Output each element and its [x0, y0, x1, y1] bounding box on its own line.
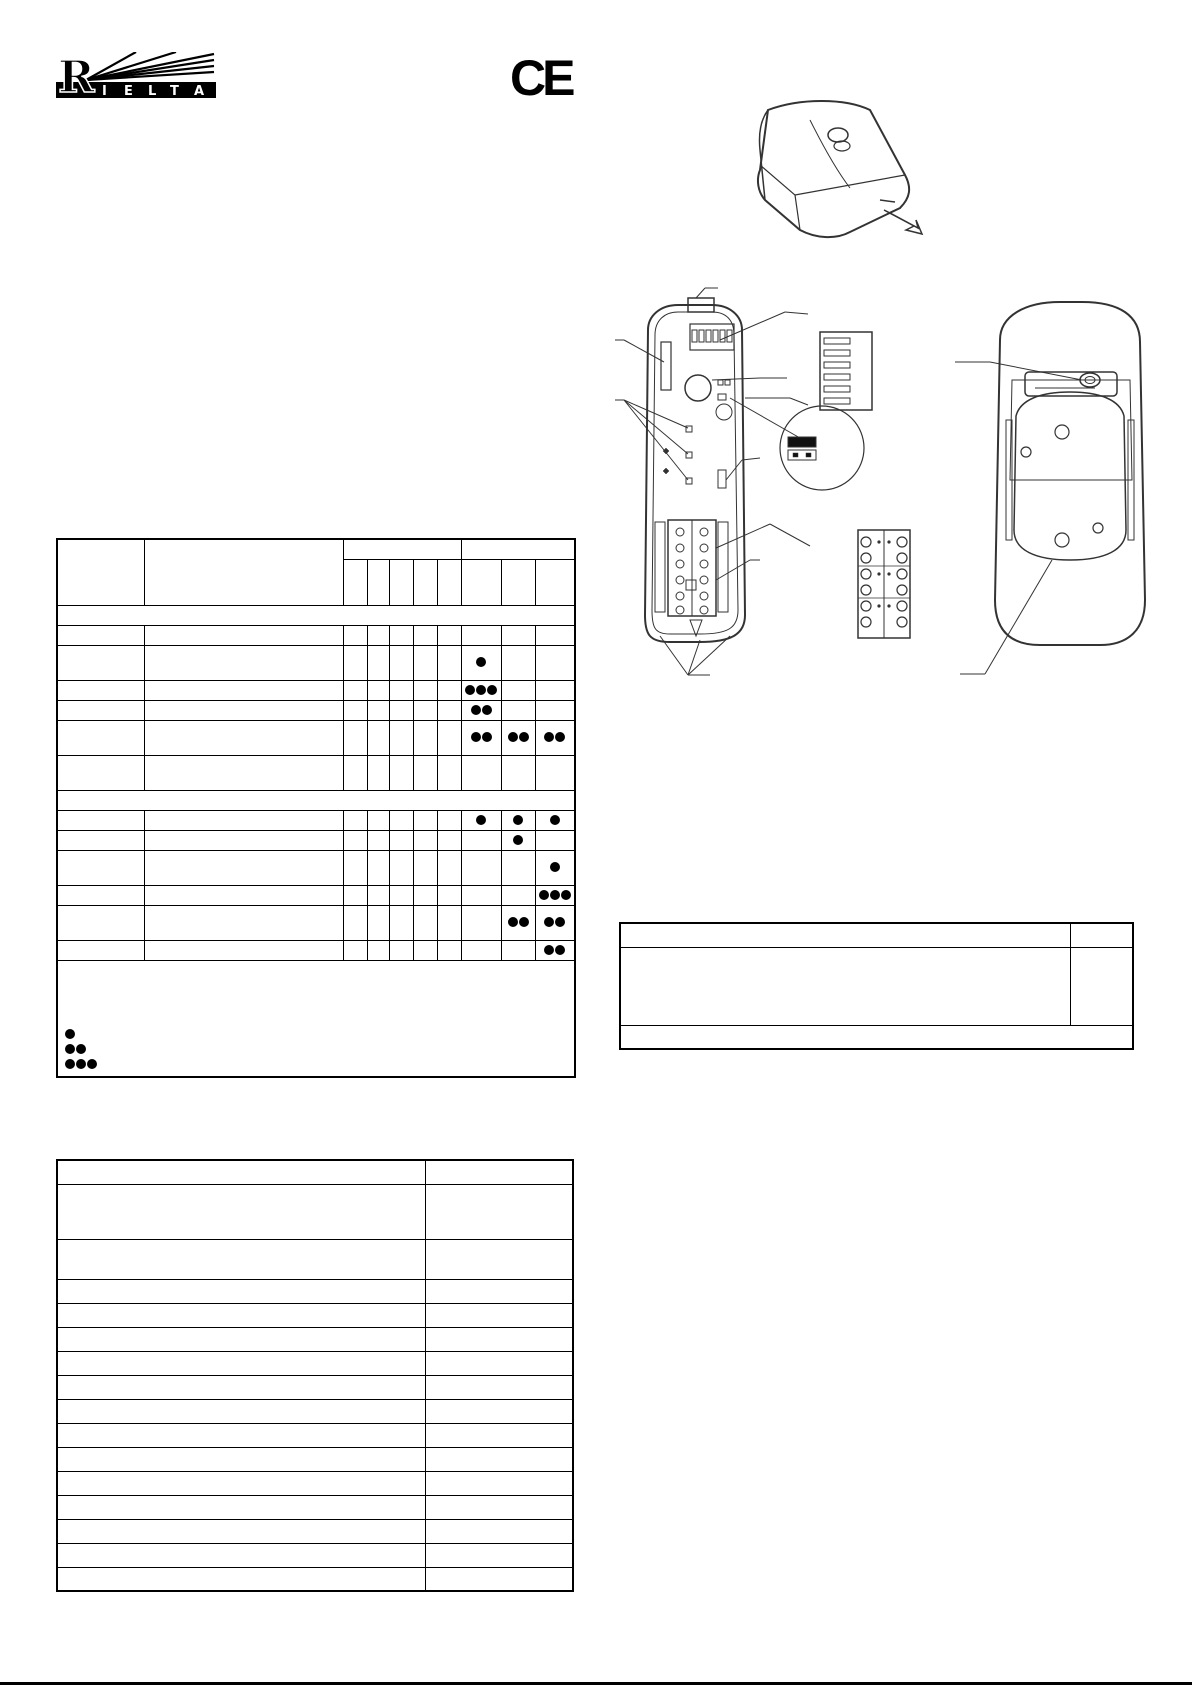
filled-dot-icon: [544, 917, 554, 927]
modes-header-group-b: [461, 539, 575, 559]
svg-text:I: I: [102, 84, 107, 98]
arrow-icon: [884, 210, 922, 234]
specs-row: [57, 1567, 573, 1591]
filled-dot-icon: [76, 1059, 86, 1069]
filled-dot-icon: [487, 685, 497, 695]
legend-entry: [58, 1042, 574, 1057]
specs-row: [57, 1279, 573, 1303]
specs-row: [57, 1239, 573, 1279]
side-table-row: [620, 923, 1133, 947]
specs-row: [57, 1519, 573, 1543]
specs-row: [57, 1471, 573, 1495]
modes-table: [56, 538, 576, 1078]
filled-dot-icon: [476, 685, 486, 695]
filled-dot-icon: [550, 815, 560, 825]
filled-dot-icon: [465, 685, 475, 695]
filled-dot-icon: [508, 732, 518, 742]
modes-section-row: [57, 790, 575, 810]
legend-entry: [58, 1057, 574, 1072]
filled-dot-icon: [65, 1029, 75, 1039]
side-table-row: [620, 947, 1133, 1025]
closed-device-illustration: [758, 101, 922, 237]
filled-dot-icon: [471, 705, 481, 715]
modes-row: [57, 755, 575, 790]
specs-row: [57, 1160, 573, 1184]
filled-dot-icon: [482, 705, 492, 715]
specs-row: [57, 1327, 573, 1351]
ce-mark: CE: [510, 50, 572, 106]
rielta-logo: [56, 52, 216, 98]
rielta-logo-graphic: [56, 52, 216, 98]
svg-text:A: A: [194, 84, 205, 98]
modes-row: [57, 625, 575, 645]
filled-dot-icon: [561, 890, 571, 900]
filled-dot-icon: [555, 945, 565, 955]
logo-letter-r: R: [58, 52, 95, 98]
modes-row: [57, 850, 575, 885]
filled-dot-icon: [508, 917, 518, 927]
specs-row: [57, 1423, 573, 1447]
modes-row: [57, 940, 575, 960]
modes-header-col1: [57, 539, 145, 605]
specs-row: [57, 1399, 573, 1423]
svg-text:L: L: [148, 84, 157, 98]
jumper-detail: [780, 406, 864, 490]
terminal-block-detail: [858, 530, 910, 638]
filled-dot-icon: [550, 862, 560, 872]
filled-dot-icon: [519, 732, 529, 742]
filled-dot-icon: [471, 732, 481, 742]
filled-dot-icon: [544, 945, 554, 955]
filled-dot-icon: [65, 1044, 75, 1054]
filled-dot-icon: [539, 890, 549, 900]
specs-row: [57, 1303, 573, 1327]
back-cover-illustration: [955, 302, 1145, 674]
side-table-row: [620, 1025, 1133, 1049]
modes-row: [57, 905, 575, 940]
modes-section-row: [57, 605, 575, 625]
modes-row: [57, 830, 575, 850]
specs-row: [57, 1543, 573, 1567]
legend-entry: [58, 1027, 574, 1042]
filled-dot-icon: [555, 732, 565, 742]
modes-row: [57, 885, 575, 905]
specs-row: [57, 1447, 573, 1471]
filled-dot-icon: [476, 657, 486, 667]
filled-dot-icon: [87, 1059, 97, 1069]
filled-dot-icon: [65, 1059, 75, 1069]
filled-dot-icon: [513, 835, 523, 845]
specs-row: [57, 1351, 573, 1375]
modes-row: [57, 720, 575, 755]
filled-dot-icon: [482, 732, 492, 742]
device-diagrams: [600, 80, 1160, 700]
specs-row: [57, 1375, 573, 1399]
specs-row: [57, 1184, 573, 1239]
filled-dot-icon: [555, 917, 565, 927]
filled-dot-icon: [476, 815, 486, 825]
modes-header-col2: [145, 539, 344, 605]
specs-table: [56, 1159, 574, 1592]
modes-row: [57, 645, 575, 680]
open-device-illustration: [615, 288, 810, 675]
filled-dot-icon: [544, 732, 554, 742]
filled-dot-icon: [513, 815, 523, 825]
modes-header-group-a: [344, 539, 461, 559]
modes-row: [57, 680, 575, 700]
svg-text:E: E: [124, 84, 133, 98]
filled-dot-icon: [519, 917, 529, 927]
specs-row: [57, 1495, 573, 1519]
modes-row: [57, 810, 575, 830]
modes-notes-row: [57, 960, 575, 1077]
dip-switch-detail: [820, 332, 872, 410]
modes-row: [57, 700, 575, 720]
filled-dot-icon: [550, 890, 560, 900]
filled-dot-icon: [76, 1044, 86, 1054]
side-table: [619, 922, 1134, 1050]
svg-text:T: T: [170, 84, 179, 98]
